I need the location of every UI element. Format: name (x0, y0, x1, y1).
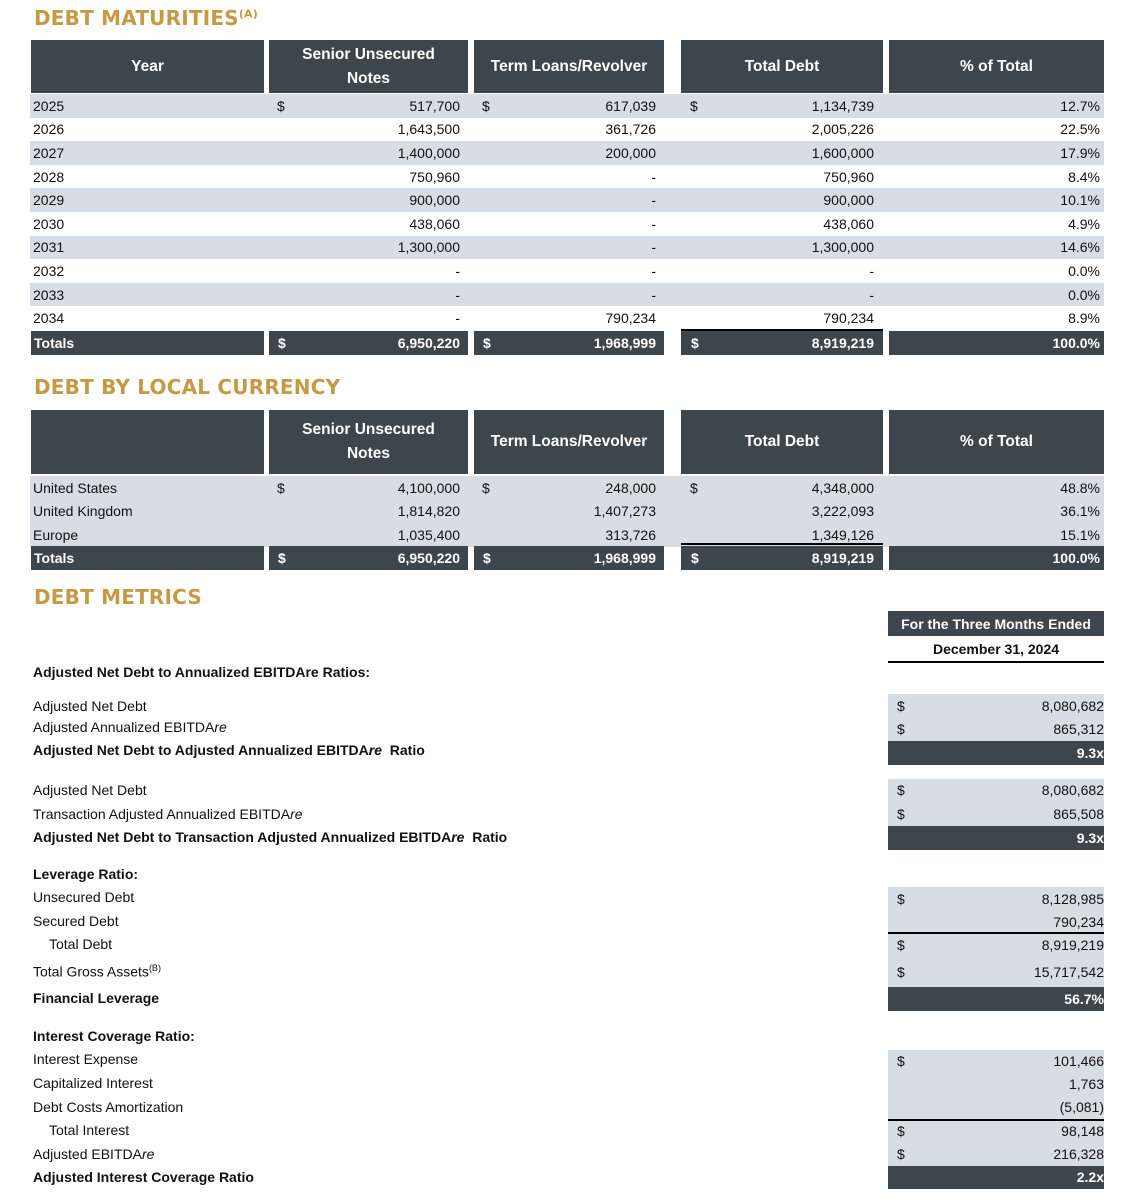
total-value: 900,000 (823, 192, 874, 209)
adj-ebitdare-label: Adjusted EBITDAre (33, 1146, 155, 1162)
cur-header-blank (31, 410, 264, 474)
notes-value: - (455, 310, 460, 327)
total-rule (681, 543, 883, 545)
mat-header-loans: Term Loans/Revolver (474, 40, 664, 93)
table-row (30, 236, 1104, 260)
totals-label: Totals (34, 550, 75, 566)
total-value: 750,960 (823, 168, 874, 185)
total-int-value: 98,148 (1061, 1123, 1104, 1139)
pct-value: 4.9% (1068, 215, 1100, 232)
mat-header-pct: % of Total (889, 40, 1104, 93)
loans-value: - (651, 168, 656, 185)
row-label: 2026 (33, 121, 65, 138)
pct-value: 15.1% (1060, 526, 1100, 543)
notes-value: 1,643,500 (397, 121, 460, 138)
dollar-sign: $ (897, 1053, 905, 1069)
ratio-heading: Adjusted Net Debt to Annualized EBITDAre Ratios: (33, 664, 371, 680)
loans-value: 200,000 (605, 144, 656, 161)
currency-title: DEBT BY LOCAL CURRENCY (34, 375, 341, 399)
net-debt-label-2: Adjusted Net Debt (33, 782, 147, 798)
dollar-sign: $ (482, 97, 490, 114)
cap-int-value: 1,763 (1068, 1076, 1104, 1092)
table-row (30, 259, 1104, 283)
secured-label: Secured Debt (33, 913, 119, 929)
ratio2-label: Adjusted Net Debt to Transaction Adjusted Annualized EBITDAre Ratio (33, 829, 508, 845)
coverage-label: Adjusted Interest Coverage Ratio (33, 1169, 254, 1185)
amort-label: Debt Costs Amortization (33, 1099, 184, 1115)
notes-value: 1,035,400 (397, 526, 460, 543)
loans-value: - (651, 192, 656, 209)
secured-value: 790,234 (1053, 914, 1104, 930)
loans-value: - (651, 262, 656, 279)
metrics-title: DEBT METRICS (34, 585, 203, 609)
table-row (30, 523, 1104, 547)
notes-total: 6,950,220 (397, 550, 460, 566)
row-label: 2028 (33, 168, 65, 185)
dollar-sign: $ (278, 550, 286, 566)
row-label: 2025 (33, 97, 65, 114)
gross-assets-value: 15,717,542 (1033, 964, 1104, 980)
dollar-sign: $ (897, 806, 905, 822)
maturities-title-note: (A) (238, 7, 258, 21)
cap-int-label: Capitalized Interest (33, 1075, 153, 1091)
pct-total: 100.0% (1052, 550, 1100, 566)
loans-value: 361,726 (605, 121, 656, 138)
total-value: 3,222,093 (811, 503, 874, 520)
pct-value: 8.9% (1068, 310, 1100, 327)
cur-header-pct: % of Total (889, 410, 1104, 474)
cur-header-notes: Senior Unsecured Notes (269, 410, 468, 474)
dollar-sign: $ (897, 698, 905, 714)
adj-ebitda-label: Adjusted Annualized EBITDAre (33, 719, 227, 735)
pct-value: 14.6% (1060, 239, 1100, 256)
dollar-sign: $ (278, 335, 286, 351)
maturities-title (34, 6, 258, 30)
total-value: 438,060 (823, 215, 874, 232)
cur-header-loans: Term Loans/Revolver (474, 410, 664, 474)
dollar-sign: $ (482, 479, 490, 496)
table-row (30, 283, 1104, 307)
row-label: 2033 (33, 286, 65, 303)
dollar-sign: $ (897, 721, 905, 737)
fin-leverage-label: Financial Leverage (33, 990, 160, 1006)
dollar-sign: $ (897, 937, 905, 953)
dollar-sign: $ (691, 335, 699, 351)
dollar-sign: $ (690, 97, 698, 114)
notes-value: - (455, 262, 460, 279)
notes-value: 1,300,000 (397, 239, 460, 256)
row-label: Europe (33, 526, 79, 543)
loans-value: 248,000 (605, 479, 656, 496)
total-value: - (869, 286, 874, 303)
mat-header-total: Total Debt (681, 40, 883, 93)
interest-heading: Interest Coverage Ratio: (33, 1028, 195, 1044)
total-interest-rule (888, 1119, 1104, 1121)
totals-row (30, 546, 1104, 570)
loans-total: 1,968,999 (593, 335, 656, 351)
notes-value: 438,060 (409, 215, 460, 232)
pct-value: 22.5% (1060, 121, 1100, 138)
metrics-period-header: For the Three Months Ended (888, 611, 1104, 636)
loans-value: - (651, 286, 656, 303)
total-int-label: Total Interest (49, 1122, 130, 1138)
notes-value: 900,000 (409, 192, 460, 209)
notes-value: 4,100,000 (397, 479, 460, 496)
loans-value: - (651, 215, 656, 232)
metrics-period-date: December 31, 2024 (932, 641, 1060, 657)
notes-value: 750,960 (409, 168, 460, 185)
notes-value: - (455, 286, 460, 303)
table-row (30, 500, 1104, 524)
coverage-value: 2.2x (1076, 1169, 1104, 1185)
notes-value: 1,400,000 (397, 144, 460, 161)
notes-value: 517,700 (409, 97, 460, 114)
unsecured-label: Unsecured Debt (33, 889, 135, 905)
table-row (30, 188, 1104, 212)
loans-value: 313,726 (605, 526, 656, 543)
table-row (30, 165, 1104, 189)
pct-value: 48.8% (1060, 479, 1100, 496)
total-value: - (869, 262, 874, 279)
row-label: 2027 (33, 144, 65, 161)
total-value: 1,300,000 (811, 239, 874, 256)
pct-value: 12.7% (1060, 97, 1100, 114)
net-debt-value-1: 8,080,682 (1041, 698, 1104, 714)
dollar-sign: $ (897, 964, 905, 980)
dollar-sign: $ (277, 479, 285, 496)
total-value: 1,134,739 (811, 97, 874, 114)
notes-value: 1,814,820 (397, 503, 460, 520)
totals-row (30, 331, 1104, 355)
ratio1-value: 9.3x (1076, 745, 1104, 761)
total-debt-label: Total Debt (49, 936, 113, 952)
gross-assets-label: Total Gross Assets$^{(B)}$ (33, 963, 161, 980)
total-value: 2,005,226 (811, 121, 874, 138)
notes-total: 6,950,220 (397, 335, 460, 351)
dollar-sign: $ (483, 550, 491, 566)
row-label: 2029 (33, 192, 65, 209)
period-underline (888, 661, 1104, 663)
dollar-sign: $ (897, 1146, 905, 1162)
pct-value: 0.0% (1068, 286, 1100, 303)
table-row (30, 94, 1104, 118)
loans-value: 1,407,273 (593, 503, 656, 520)
trans-ebitda-label: Transaction Adjusted Annualized EBITDAre (33, 806, 303, 822)
loans-total: 1,968,999 (593, 550, 656, 566)
mat-header-year: Year (31, 40, 264, 93)
loans-value: 617,039 (605, 97, 656, 114)
int-exp-value: 101,466 (1053, 1053, 1104, 1069)
trans-ebitda-value: 865,508 (1053, 806, 1104, 822)
totals-label: Totals (34, 335, 75, 351)
loans-value: 790,234 (605, 310, 656, 327)
table-row (30, 306, 1104, 330)
loans-value: - (651, 239, 656, 256)
leverage-heading: Leverage Ratio: (33, 866, 139, 882)
total-debt-value: 8,919,219 (1041, 937, 1104, 953)
unsecured-value: 8,128,985 (1041, 891, 1104, 907)
row-label: 2034 (33, 310, 65, 327)
total-value: 1,349,126 (811, 526, 874, 543)
table-row (30, 476, 1104, 500)
adj-ebitdare-value: 216,328 (1053, 1146, 1104, 1162)
fin-leverage-value: 56.7% (1064, 991, 1104, 1007)
amort-value: (5,081) (1059, 1099, 1104, 1115)
total-debt-rule (888, 932, 1104, 934)
dollar-sign: $ (897, 1123, 905, 1139)
ratio2-value: 9.3x (1076, 830, 1104, 846)
table-row (30, 118, 1104, 142)
net-debt-value-2: 8,080,682 (1041, 782, 1104, 798)
pct-value: 10.1% (1060, 192, 1100, 209)
pct-value: 36.1% (1060, 503, 1100, 520)
total-value: 790,234 (823, 310, 874, 327)
ratio1-label: Adjusted Net Debt to Adjusted Annualized EBITDAre Ratio (33, 742, 425, 758)
net-debt-label-1: Adjusted Net Debt (33, 698, 147, 714)
total-total: 8,919,219 (811, 550, 874, 566)
row-label: 2031 (33, 239, 65, 256)
int-exp-label: Interest Expense (33, 1051, 139, 1067)
dollar-sign: $ (277, 97, 285, 114)
row-label: 2030 (33, 215, 65, 232)
dollar-sign: $ (897, 891, 905, 907)
dollar-sign: $ (690, 479, 698, 496)
pct-value: 0.0% (1068, 262, 1100, 279)
total-value: 1,600,000 (811, 144, 874, 161)
table-row (30, 212, 1104, 236)
dollar-sign: $ (483, 335, 491, 351)
total-total: 8,919,219 (811, 335, 874, 351)
pct-value: 17.9% (1060, 144, 1100, 161)
row-label: 2032 (33, 262, 65, 279)
dollar-sign: $ (897, 782, 905, 798)
adj-ebitda-value: 865,312 (1053, 721, 1104, 737)
cur-header-total: Total Debt (681, 410, 883, 474)
mat-header-notes: Senior Unsecured Notes (269, 40, 468, 93)
dollar-sign: $ (691, 550, 699, 566)
row-label: United Kingdom (33, 503, 133, 520)
row-label: United States (33, 479, 118, 496)
pct-total: 100.0% (1052, 335, 1100, 351)
table-row (30, 141, 1104, 165)
total-value: 4,348,000 (811, 479, 874, 496)
pct-value: 8.4% (1068, 168, 1100, 185)
maturities-title-text: DEBT MATURITIES (34, 6, 239, 30)
